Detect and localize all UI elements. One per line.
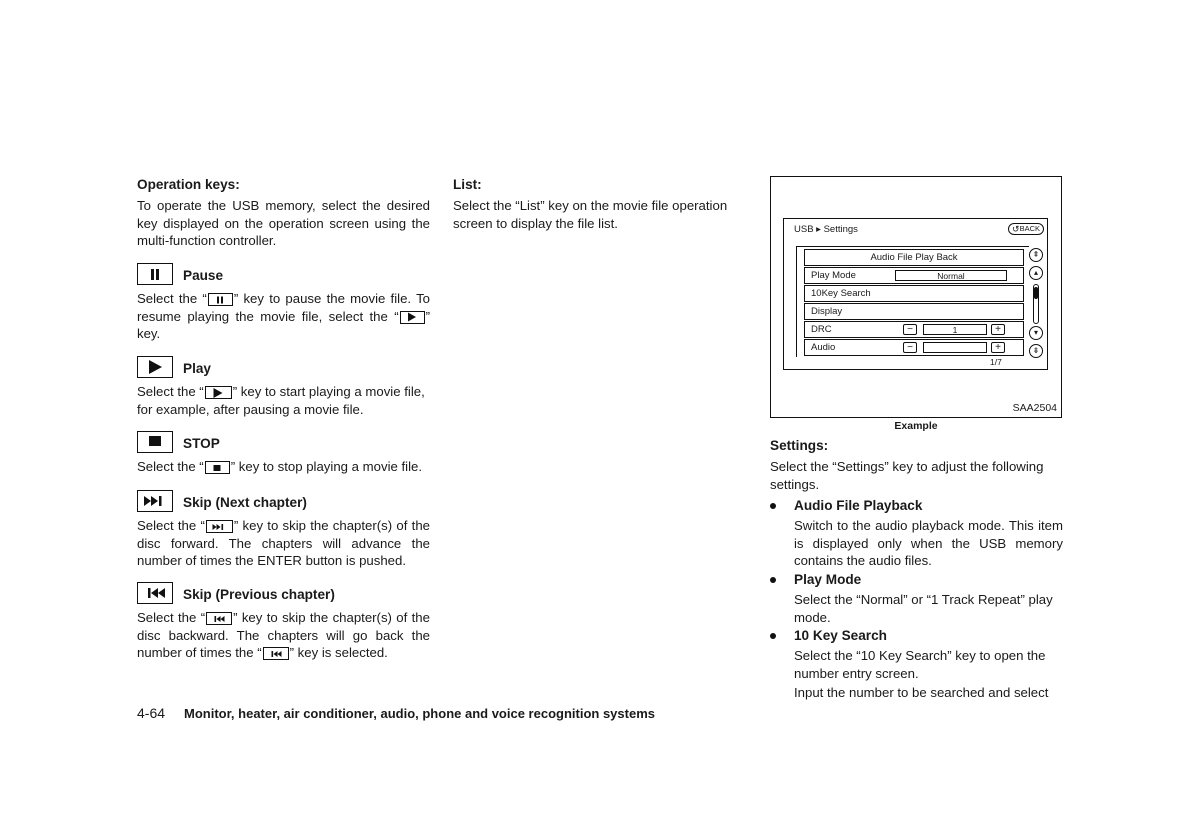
screen-row-drc <box>804 321 1024 338</box>
screen-row-label: Display <box>811 306 843 317</box>
previous-chapter-heading: Skip (Previous chapter) <box>183 587 335 602</box>
list-text: Select the “List” key on the movie file operation screen to display the file list. <box>453 198 728 231</box>
play-inline-icon <box>400 311 425 324</box>
pause-text-part: ” key to pause the movie file. To resume playing the movie file, select the “ <box>137 291 430 324</box>
stop-text-part: ” key to stop playing a movie file. <box>230 459 423 474</box>
stop-text-part: Select the “ <box>137 459 204 474</box>
play-text-part: ” key to start playing a movie file, for example, after pausing a movie file. <box>137 384 425 417</box>
operation-keys-heading: Operation keys: <box>137 177 240 192</box>
previous-chapter-text-part: Select the “ <box>137 610 206 625</box>
screen-row-display <box>804 303 1024 320</box>
settings-heading: Settings: <box>770 438 829 453</box>
operation-keys-text: To operate the USB memory, select the desired key displayed on the operation screen using the multi-function controller. <box>137 198 430 249</box>
bullet-icon <box>770 633 776 639</box>
ten-key-search-text-continued: Input the number to be searched and select <box>794 685 1049 700</box>
scroll-up-icon: ▴ <box>1029 266 1043 280</box>
screen-breadcrumb: USB ▸ Settings <box>794 224 858 235</box>
screen-row-audio <box>804 339 1024 356</box>
previous-chapter-text-part: ” key to skip the chapter(s) of the disc backward. The chapters will go back the number of times the “ <box>137 610 430 661</box>
play-mode-title: Play Mode <box>794 572 862 587</box>
pause-icon <box>150 269 160 280</box>
screen-row-label: Audio <box>811 342 836 353</box>
next-chapter-inline-icon <box>206 520 233 533</box>
scroll-down-icon: ▾ <box>1029 326 1043 340</box>
stop-icon <box>149 436 161 448</box>
pause-key-icon <box>137 263 173 285</box>
list-heading: List: <box>453 177 482 192</box>
stop-text <box>137 458 437 476</box>
settings-text: Select the “Settings” key to adjust the following settings. <box>770 459 1044 492</box>
play-icon <box>148 360 162 374</box>
previous-chapter-icon <box>144 588 166 598</box>
stop-key-icon <box>137 431 173 453</box>
next-chapter-text-part: ” key to skip the chapter(s) of the disc forward. The chapters will advance the number of times the ENTER button is pushed. <box>137 518 430 569</box>
screen-audio-value <box>923 342 987 353</box>
section-title: Monitor, heater, air conditioner, audio, phone and voice recognition systems <box>184 706 655 721</box>
ten-key-search-text: Select the “10 Key Search” key to open the number entry screen. <box>794 648 1046 681</box>
next-chapter-icon <box>144 496 166 506</box>
ten-key-search-title: 10 Key Search <box>794 628 887 643</box>
previous-chapter-text <box>137 609 430 662</box>
next-chapter-heading: Skip (Next chapter) <box>183 495 307 510</box>
minus-icon: − <box>903 324 917 335</box>
plus-icon: + <box>991 342 1005 353</box>
play-text <box>137 383 430 418</box>
pause-text-part: Select the “ <box>137 291 207 306</box>
stop-inline-icon <box>205 461 230 474</box>
play-text-part: Select the “ <box>137 384 204 399</box>
pause-text-part: ” key. <box>137 308 430 342</box>
page-number: 4-64 <box>137 705 166 721</box>
screen-row-play-mode <box>804 267 1024 284</box>
screen-row-label: 10Key Search <box>811 288 871 299</box>
previous-chapter-inline-icon <box>206 612 232 625</box>
screen-play-mode-value: Normal <box>895 270 1007 281</box>
minus-icon: − <box>903 342 917 353</box>
screen-drc-value: 1 <box>923 324 987 335</box>
screen-row-label: Audio File Play Back <box>870 252 958 263</box>
pause-heading: Pause <box>183 268 224 283</box>
audio-file-playback-text: Switch to the audio playback mode. This item is displayed only when the USB memory contains the audio files. <box>794 518 1063 569</box>
bullet-icon <box>770 577 776 583</box>
settings-screen <box>783 218 1048 370</box>
next-chapter-text-part: Select the “ <box>137 518 205 533</box>
next-chapter-text <box>137 517 430 570</box>
audio-file-playback-title: Audio File Playback <box>794 498 923 513</box>
screen-back-button <box>1008 223 1044 235</box>
play-mode-text: Select the “Normal” or “1 Track Repeat” play mode. <box>794 592 1053 625</box>
scroll-bottom-icon: ⇟ <box>1029 344 1043 358</box>
bullet-icon <box>770 503 776 509</box>
settings-screen-figure <box>770 176 1062 418</box>
play-heading: Play <box>183 361 211 376</box>
scrollbar-thumb <box>1034 287 1038 299</box>
pause-text <box>137 290 430 343</box>
plus-icon: + <box>991 324 1005 335</box>
next-chapter-key-icon <box>137 490 173 512</box>
screen-row-10key-search <box>804 285 1024 302</box>
screen-row-label: DRC <box>811 324 832 335</box>
screen-row-audio-file-playback <box>804 249 1024 266</box>
figure-code: SAA2504 <box>1012 402 1057 414</box>
stop-heading: STOP <box>183 436 220 451</box>
previous-chapter-inline-icon <box>263 647 289 660</box>
back-arrow-icon: ↺ <box>1012 224 1020 234</box>
figure-caption: Example <box>894 420 938 432</box>
play-key-icon <box>137 356 173 378</box>
previous-chapter-text-part: ” key is selected. <box>289 645 388 661</box>
screen-page-indicator: 1/7 <box>990 357 1002 367</box>
screen-row-label: Play Mode <box>811 270 856 281</box>
screen-back-label: BACK <box>1019 224 1040 233</box>
scroll-top-icon: ⇞ <box>1029 248 1043 262</box>
play-inline-icon <box>205 386 232 399</box>
previous-chapter-key-icon <box>137 582 173 604</box>
scrollbar-track <box>1033 284 1039 324</box>
pause-inline-icon <box>208 293 233 306</box>
